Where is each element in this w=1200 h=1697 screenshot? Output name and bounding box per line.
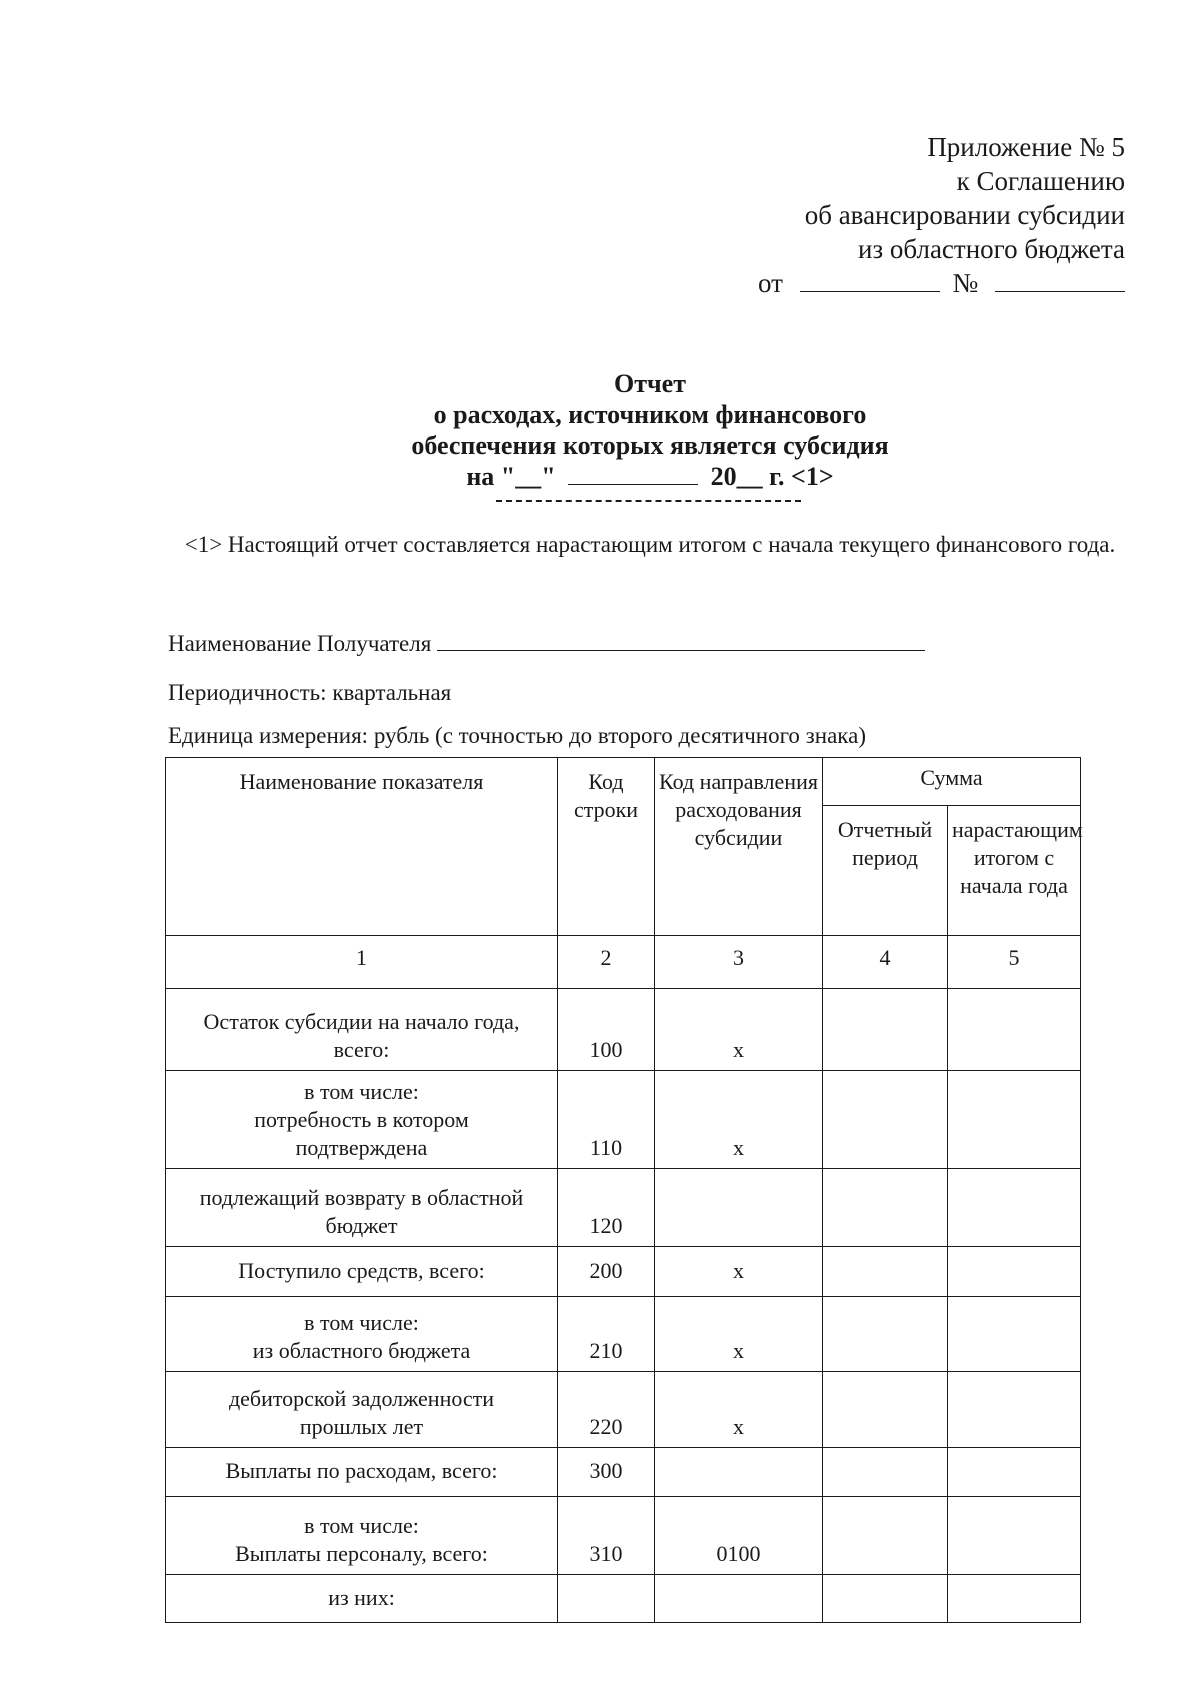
direction-code-cell: x — [655, 1071, 823, 1169]
periodicity-line: Периодичность: квартальная — [168, 680, 452, 705]
recipient-line — [168, 630, 925, 658]
reporting-period-cell[interactable] — [823, 1372, 948, 1448]
cumulative-cell[interactable] — [948, 1169, 1081, 1247]
reporting-period-cell[interactable] — [823, 1297, 948, 1372]
indicator-name-line: Остаток субсидии на начало года, — [203, 1009, 520, 1034]
recipient-name-blank — [437, 630, 925, 651]
cumulative-cell[interactable] — [948, 1575, 1081, 1623]
footnote-separator — [496, 500, 801, 502]
indicator-name-line: из областного бюджета — [252, 1338, 471, 1363]
cumulative-cell[interactable] — [948, 1247, 1081, 1297]
title-year: 20__ г. <1> — [710, 462, 834, 491]
indicator-name-cell — [166, 1448, 558, 1497]
cumulative-cell[interactable] — [948, 1448, 1081, 1497]
indicator-name-line: в том числе: — [304, 1079, 419, 1104]
direction-code-cell — [655, 1169, 823, 1247]
reporting-period-cell[interactable] — [823, 1575, 948, 1623]
appendix-line-2: к Соглашению — [956, 166, 1125, 196]
indicator-name-cell — [166, 1169, 558, 1247]
indicator-name-line: Выплаты персоналу, всего: — [235, 1541, 488, 1566]
table-row — [166, 1575, 1081, 1623]
indicator-name-line: прошлых лет — [299, 1414, 424, 1439]
column-number: 3 — [655, 936, 823, 989]
indicator-name-line: подтверждена — [295, 1135, 428, 1160]
report-title — [240, 368, 1060, 492]
direction-code-cell — [655, 1575, 823, 1623]
indicator-name-line: подлежащий возврату в областной — [199, 1185, 524, 1210]
table-row — [166, 1297, 1081, 1372]
column-number: 2 — [558, 936, 655, 989]
header-sum: Сумма — [823, 758, 1081, 806]
appendix-from-label: от — [758, 268, 783, 298]
title-date-prefix: на "__" — [466, 462, 556, 491]
header-reporting-period: Отчетный период — [823, 806, 948, 936]
cumulative-cell[interactable] — [948, 1071, 1081, 1169]
title-line-4 — [240, 461, 1060, 492]
indicator-name-line: Выплаты по расходам, всего: — [225, 1458, 498, 1483]
row-code-cell: 200 — [558, 1247, 655, 1297]
cumulative-cell[interactable] — [948, 989, 1081, 1071]
appendix-header — [758, 130, 1125, 300]
agreement-date-blank — [800, 269, 940, 292]
indicator-name-cell — [166, 1372, 558, 1448]
table-row — [166, 1448, 1081, 1497]
appendix-line-3: об авансировании субсидии — [804, 200, 1125, 230]
footnote: <1> Настоящий отчет составляется нарастающим итогом с начала текущего финансового года. — [184, 532, 1116, 557]
direction-code-cell: x — [655, 989, 823, 1071]
header-row-code: Код строки — [558, 758, 655, 936]
row-code-cell: 310 — [558, 1497, 655, 1575]
indicator-name-line: в том числе: — [304, 1310, 419, 1335]
table-row — [166, 989, 1081, 1071]
reporting-period-cell[interactable] — [823, 989, 948, 1071]
row-code-cell: 110 — [558, 1071, 655, 1169]
cumulative-cell[interactable] — [948, 1297, 1081, 1372]
column-number: 5 — [948, 936, 1081, 989]
report-table — [165, 757, 1081, 1623]
appendix-line-4: из областного бюджета — [858, 234, 1125, 264]
indicator-name-line: дебиторской задолженности — [228, 1386, 495, 1411]
row-code-cell — [558, 1575, 655, 1623]
row-code-cell: 120 — [558, 1169, 655, 1247]
cumulative-cell[interactable] — [948, 1372, 1081, 1448]
direction-code-cell: 0100 — [655, 1497, 823, 1575]
table-row — [166, 1247, 1081, 1297]
row-code-cell: 300 — [558, 1448, 655, 1497]
row-code-cell: 100 — [558, 989, 655, 1071]
indicator-name-cell — [166, 989, 558, 1071]
header-direction-code: Код направления расходования субсидии — [655, 758, 823, 936]
unit-line: Единица измерения: рубль (с точностью до второго десятичного знака) — [168, 723, 866, 748]
table-row — [166, 1497, 1081, 1575]
header-cumulative: нарастающим итогом с начала года — [948, 806, 1081, 936]
title-line-1: Отчет — [614, 369, 686, 398]
report-month-blank — [568, 464, 698, 485]
indicator-name-line: из них: — [328, 1584, 395, 1610]
indicator-name-cell — [166, 1497, 558, 1575]
indicator-name-cell — [166, 1247, 558, 1297]
indicator-name-line: бюджет — [325, 1213, 398, 1238]
direction-code-cell — [655, 1448, 823, 1497]
reporting-period-cell[interactable] — [823, 1071, 948, 1169]
reporting-period-cell[interactable] — [823, 1169, 948, 1247]
table-row — [166, 1169, 1081, 1247]
table-row — [166, 1372, 1081, 1448]
indicator-name-line: Поступило средств, всего: — [238, 1257, 485, 1283]
row-code-cell: 210 — [558, 1297, 655, 1372]
cumulative-cell[interactable] — [948, 1497, 1081, 1575]
appendix-number-label: № — [952, 268, 979, 298]
indicator-name-line: всего: — [333, 1037, 390, 1062]
table-row — [166, 1071, 1081, 1169]
indicator-name-line: в том числе: — [304, 1513, 419, 1538]
agreement-number-blank — [995, 269, 1125, 292]
recipient-label: Наименование Получателя — [168, 631, 432, 656]
row-code-cell: 220 — [558, 1372, 655, 1448]
appendix-line-5 — [758, 266, 1125, 300]
title-line-3: обеспечения которых является субсидия — [411, 431, 889, 460]
title-line-2: о расходах, источником финансового — [433, 400, 867, 429]
column-number: 4 — [823, 936, 948, 989]
indicator-name-cell — [166, 1575, 558, 1623]
indicator-name-cell — [166, 1071, 558, 1169]
indicator-name-line: потребность в котором — [254, 1107, 469, 1132]
header-indicator-name: Наименование показателя — [166, 758, 558, 936]
direction-code-cell: x — [655, 1247, 823, 1297]
reporting-period-cell[interactable] — [823, 1247, 948, 1297]
reporting-period-cell[interactable] — [823, 1448, 948, 1497]
appendix-line-1: Приложение № 5 — [927, 132, 1125, 162]
direction-code-cell: x — [655, 1297, 823, 1372]
reporting-period-cell[interactable] — [823, 1497, 948, 1575]
column-number: 1 — [166, 936, 558, 989]
direction-code-cell: x — [655, 1372, 823, 1448]
indicator-name-cell — [166, 1297, 558, 1372]
